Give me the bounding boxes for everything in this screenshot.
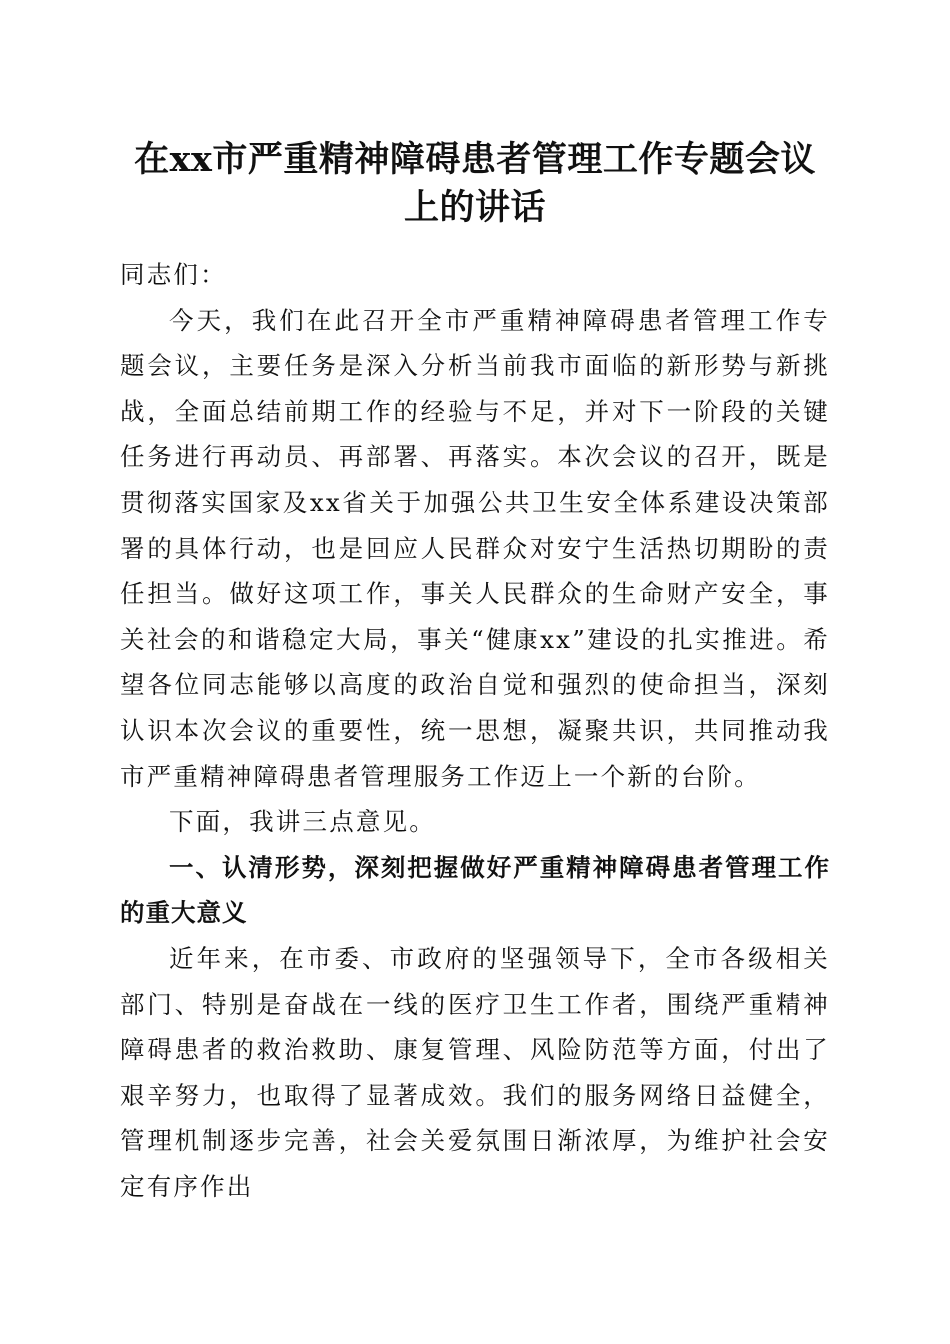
paragraph-intro-points: 下面，我讲三点意见。: [169, 807, 436, 837]
paragraph-opening: 今天，我们在此召开全市严重精神障碍患者管理工作专题会议，主要任务是深入分析当前我市面临的新形势与新挑战，全面总结前期工作的经验与不足，并对下一阶段的关键任务进行再动员、再部署、再落实。本次会议的召开，既是贯彻落实国家及xx省关于加强公共卫生安全体系建设决策部署的具体行动，也是回应人民群众对安宁生活热切期盼的责任担当。做好这项工作，事关人民群众的生命财产安全，事关社会的和谐稳定大局，事关“健康xx”建设的扎实推进。希望各位同志能够以高度的政治自觉和强烈的使命担当，深刻认识本次会议的重要性，统一思想，凝聚共识，共同推动我市严重精神障碍患者管理服务工作迈上一个新的台阶。: [120, 305, 830, 791]
document-body: [120, 252, 830, 1209]
salutation: 同志们：: [120, 260, 227, 289]
document-title: [100, 136, 850, 232]
section-heading-1: 一、认清形势，深刻把握做好严重精神障碍患者管理工作的重大意义: [120, 852, 830, 928]
paragraph-section-1: 近年来，在市委、市政府的坚强领导下，全市各级相关部门、特别是奋战在一线的医疗卫生工作者，围绕严重精神障碍患者的救治救助、康复管理、风险防范等方面，付出了艰辛努力，也取得了显著成效。我们的服务网络日益健全，管理机制逐步完善，社会关爱氛围日渐浓厚，为维护社会安定有序作出: [120, 943, 830, 1201]
title-line-1: 在xx市严重精神障碍患者管理工作专题会议: [134, 139, 816, 180]
title-line-2: 上的讲话: [403, 187, 546, 228]
